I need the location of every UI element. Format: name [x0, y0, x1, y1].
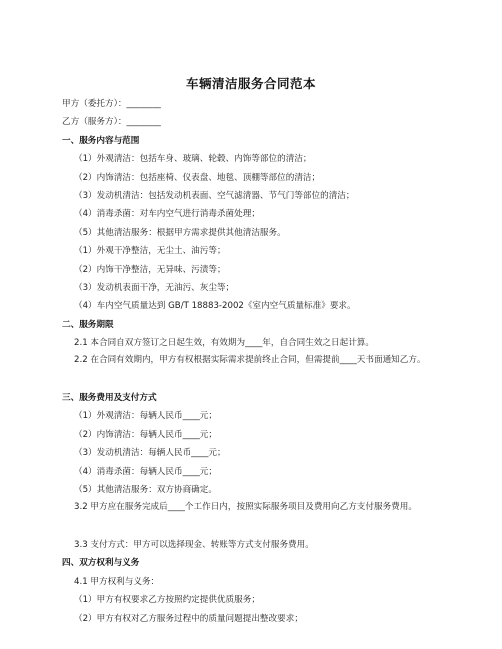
paragraph-line: （2）内饰清洁：包括座椅、仪表盘、地毯、顶棚等部位的清洁；	[74, 172, 321, 183]
paragraph-wrapped: 3.2 甲方应在服务完成后____个工作日内，按照实际服务项目及费用向乙方支付服务费用。	[74, 502, 417, 513]
section-heading: 二、服务期限	[62, 319, 114, 330]
paragraph-line: （2）内饰清洁：每辆人民币____元；	[74, 429, 217, 440]
paragraph-line: 3.3 支付方式：甲方可以选择现金、转账等方式支付服务费用。	[74, 540, 314, 550]
paragraph-line: （5）其他清洁服务：根据甲方需求提供其他清洁服务。	[74, 227, 286, 238]
paragraph-line: 2.1 本合同自双方签订之日起生效，有效期为____年，自合同生效之日起计算。	[74, 338, 374, 349]
paragraph-line: （1）外观清洁：每辆人民币____元；	[74, 411, 217, 422]
paragraph-line: 4.1 甲方权利与义务：	[74, 576, 160, 587]
document-body	[62, 95, 442, 628]
paragraph-line: （5）其他清洁服务：双方协商确定。	[74, 485, 217, 496]
paragraph-line: （1）甲方有权要求乙方按照约定提供优质服务；	[74, 595, 260, 606]
document-title: 车辆清洁服务合同范本	[185, 76, 316, 91]
paragraph-line: （3）发动机表面干净，无油污、灰尘等；	[74, 282, 235, 293]
section-heading: 四、双方权利与义务	[62, 558, 140, 569]
paragraph-line: （4）消毒杀菌：每辆人民币____元；	[74, 466, 217, 477]
paragraph-line: （2）内饰干净整洁，无异味、污渍等；	[74, 264, 226, 275]
paragraph-line: （4）车内空气质量达到 GB/T 18883-2002《室内空气质量标准》要求。	[74, 301, 356, 312]
paragraph-line: （4）消毒杀菌：对车内空气进行消毒杀菌处理；	[74, 209, 260, 220]
paragraph-wrapped: 2.2 在合同有效期内，甲方有权根据实际需求提前终止合同，但需提前____天书面通知乙方。	[74, 355, 426, 366]
section-heading: 三、服务费用及支付方式	[62, 393, 157, 404]
paragraph-line: （3）发动机清洁：每辆人民币____元；	[74, 448, 226, 459]
section-heading: 一、服务内容与范围	[62, 135, 140, 146]
party-a-line: 甲方（委托方）：________	[62, 99, 161, 109]
paragraph-line: （3）发动机清洁：包括发动机表面、空气滤清器、节气门等部位的清洁；	[74, 190, 355, 201]
paragraph-line: （1）外观清洁：包括车身、玻璃、轮毂、内饰等部位的清洁；	[74, 154, 312, 165]
party-b-line: 乙方（服务方）：________	[62, 117, 161, 128]
paragraph-line: （1）外观干净整洁，无尘土、油污等；	[74, 246, 226, 257]
paragraph-line: （2）甲方有权对乙方服务过程中的质量问题提出整改要求；	[74, 613, 303, 624]
